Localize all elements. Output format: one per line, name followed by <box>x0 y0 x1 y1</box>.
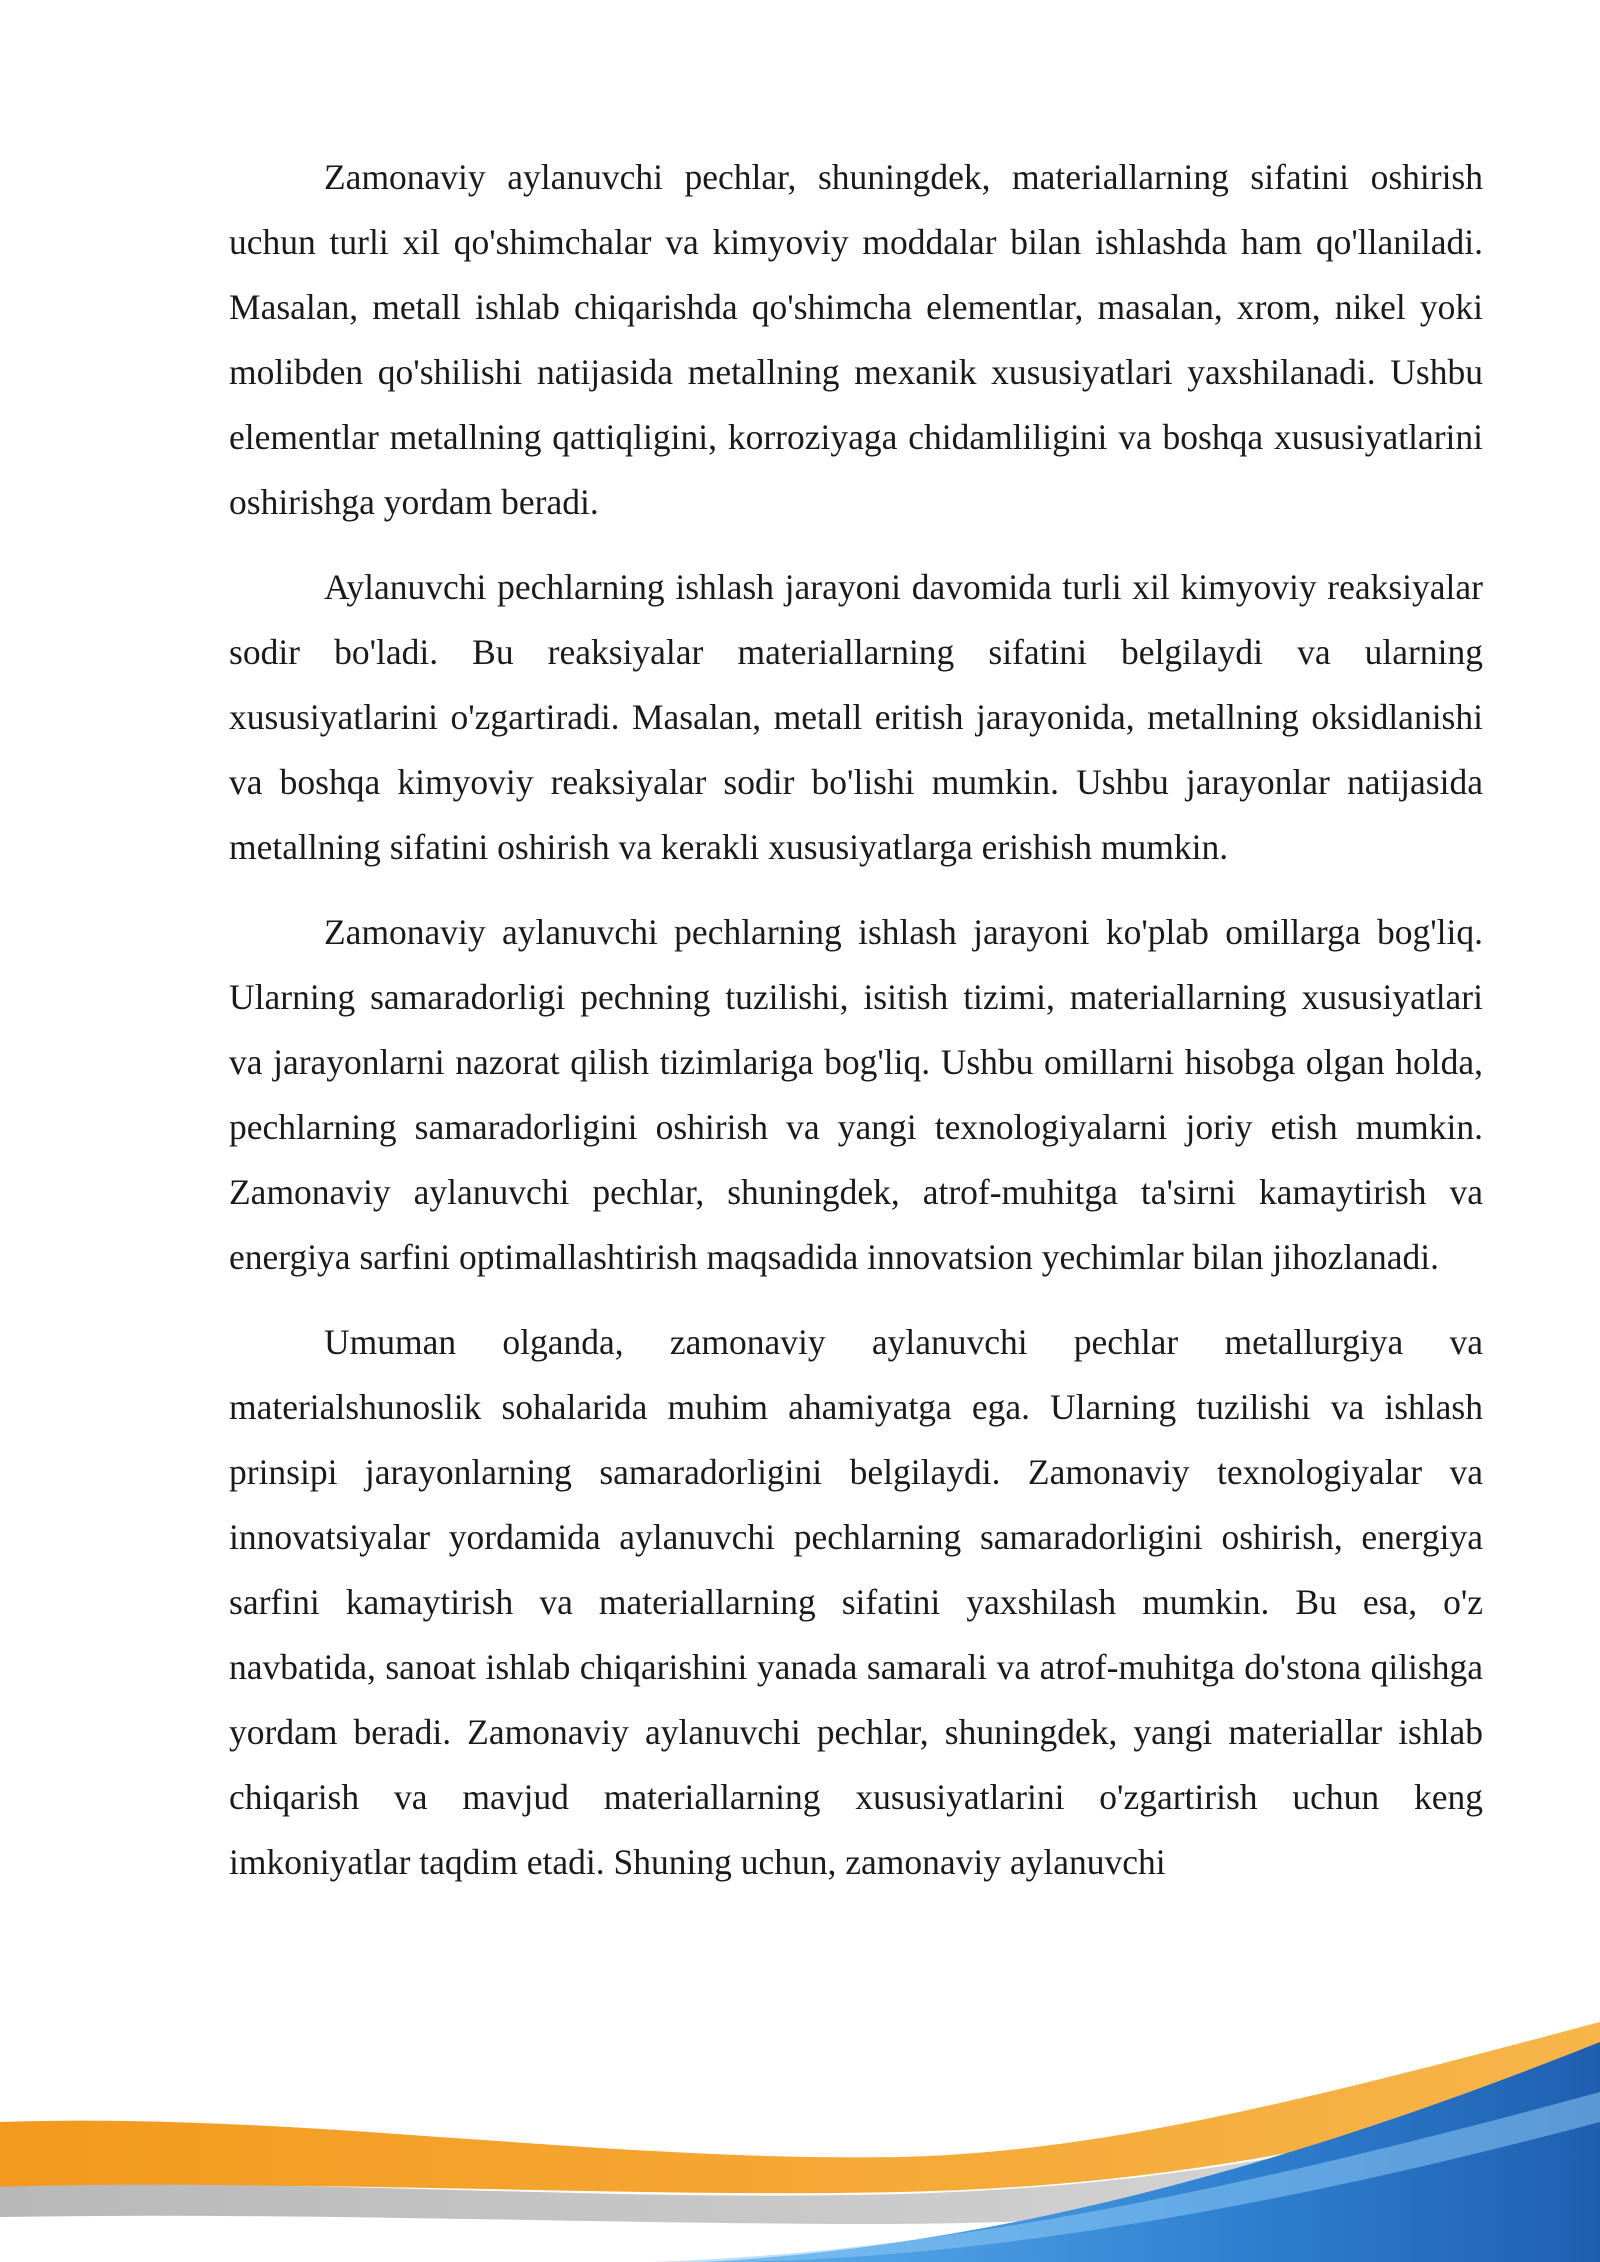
paragraph-2: Aylanuvchi pechlarning ishlash jarayoni davomida turli xil kimyoviy reaksiyalar sodir bo'ladi. Bu reaksiyalar materiallarning sifatini belgilaydi va ularning xususiyatlarini o'zgartiradi. Masalan, metall eritish jarayonida, metallning oksidlanishi va boshqa kimyoviy reaksiyalar sodir bo'lishi mumkin. Ushbu jarayonlar natijasida metallning sifatini oshirish va kerakli xususiyatlarga erishish mumkin. <box>229 567 1483 867</box>
paragraph-4: Umuman olganda, zamonaviy aylanuvchi pechlar metallurgiya va materialshunoslik sohalarida muhim ahamiyatga ega. Ularning tuzilishi va ishlash prinsipi jarayonlarning samaradorligini belgilaydi. Zamonaviy texnologiyalar va innovatsiyalar yordamida aylanuvchi pechlarning samaradorligini oshirish, energiya sarfini kamaytirish va materiallarning sifatini yaxshilash mumkin. Bu esa, o'z navbatida, sanoat ishlab chiqarishini yanada samarali va atrof-muhitga do'stona qilishga yordam beradi. Zamonaviy aylanuvchi pechlar, shuningdek, yangi materiallar ishlab chiqarish va mavjud materiallarning xususiyatlarini o'zgartirish uchun keng imkoniyatlar taqdim etadi. Shuning uchun, zamonaviy aylanuvchi <box>229 1322 1483 1882</box>
paragraph-3: Zamonaviy aylanuvchi pechlarning ishlash jarayoni ko'plab omillarga bog'liq. Ularning samaradorligi pechning tuzilishi, isitish tizimi, materiallarning xususiyatlari va jarayonlarni nazorat qilish tizimlariga bog'liq. Ushbu omillarni hisobga olgan holda, pechlarning samaradorligini oshirish va yangi texnologiyalarni joriy etish mumkin. Zamonaviy aylanuvchi pechlar, shuningdek, atrof-muhitga ta'sirni kamaytirish va energiya sarfini optimallashtirish maqsadida innovatsion yechimlar bilan jihozlanadi. <box>229 912 1483 1277</box>
document-body <box>229 145 1483 1915</box>
paragraph-1: Zamonaviy aylanuvchi pechlar, shuningdek, materiallarning sifatini oshirish uchun turli xil qo'shimchalar va kimyoviy moddalar bilan ishlashda ham qo'llaniladi. Masalan, metall ishlab chiqarishda qo'shimcha elementlar, masalan, xrom, nikel yoki molibden qo'shilishi natijasida metallning mexanik xususiyatlari yaxshilanadi. Ushbu elementlar metallning qattiqligini, korroziyaga chidamliligini va boshqa xususiyatlarini oshirishga yordam beradi. <box>229 157 1483 522</box>
footer-wave-decoration <box>0 1962 1600 2262</box>
